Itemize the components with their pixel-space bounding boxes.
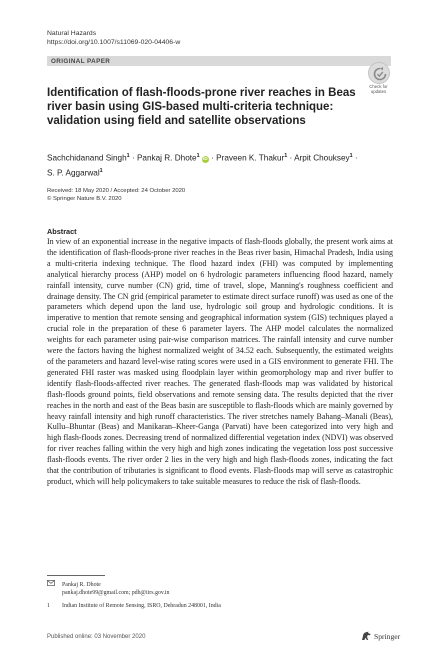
published-online: Published online: 03 November 2020 bbox=[47, 634, 146, 640]
journal-header bbox=[47, 30, 180, 47]
affiliation-number: 1 bbox=[47, 603, 50, 609]
author-separator: · bbox=[287, 153, 295, 163]
badge-line2: updates bbox=[370, 88, 387, 94]
author-affil-mark: 1 bbox=[99, 168, 103, 175]
author-affil-mark: 1 bbox=[126, 153, 130, 159]
article-type-bar bbox=[47, 56, 391, 66]
author-name[interactable]: Pankaj R. Dhote bbox=[136, 153, 197, 163]
author-separator: · bbox=[352, 153, 358, 163]
orcid-icon[interactable]: iD bbox=[202, 156, 208, 162]
author-name[interactable]: Praveen K. Thakur bbox=[216, 153, 285, 163]
author-name[interactable]: Sachchidanand Singh bbox=[47, 153, 127, 163]
author-name[interactable]: S. P. Aggarwal bbox=[47, 168, 100, 178]
journal-name: Natural Hazards bbox=[47, 30, 97, 37]
author-separator: · bbox=[208, 153, 217, 163]
copyright-line: © Springer Nature B.V. 2020 bbox=[47, 196, 122, 203]
author-affil-mark: 1 bbox=[349, 153, 353, 159]
received-accepted: Received: 18 May 2020 / Accepted: 24 October 2020 bbox=[47, 188, 186, 194]
doi-link[interactable]: https://doi.org/10.1007/s11069-020-04406-w bbox=[47, 38, 181, 46]
article-type-label: ORIGINAL PAPER bbox=[51, 57, 111, 65]
affiliation-text: Indian Institute of Remote Sensing, ISRO, Dehradun 248001, India bbox=[62, 603, 221, 609]
article-dates bbox=[47, 187, 185, 203]
author-name[interactable]: Arpit Chouksey bbox=[294, 153, 350, 163]
corresponding-author-name: Pankaj R. Dhote bbox=[62, 582, 101, 588]
badge-line1: Check for bbox=[369, 84, 388, 89]
author-affil-mark: 1 bbox=[196, 153, 200, 159]
envelope-icon bbox=[47, 580, 56, 589]
author-separator: · bbox=[129, 153, 137, 163]
springer-horse-icon bbox=[361, 631, 372, 641]
author-list bbox=[47, 150, 397, 180]
paper-title: Identification of flash-floods-prone river reaches in Beas river basin using GIS-based multi-criteria technique: validation using field and satellite observations bbox=[47, 87, 356, 128]
affiliation-block bbox=[47, 602, 221, 610]
check-for-updates-icon bbox=[368, 62, 390, 84]
corresponding-author-emails[interactable]: pankaj.dhote99@gmail.com; pdh@iirs.gov.in bbox=[62, 590, 170, 596]
springer-logo bbox=[361, 631, 400, 641]
abstract-heading: Abstract bbox=[47, 227, 77, 236]
check-for-updates-badge[interactable] bbox=[364, 62, 393, 95]
abstract-body: In view of an exponential increase in the negative impacts of flash-floods globally, the present work aims at the identification of flash-floods-prone river reaches in the Beas river basin, Himachal Pradesh, India using a multi-criteria indexing technique. The flood hazard index (FHI) was computed by implementing analytical hierarchy process (AHP) model on 6 hydrologic parameters influencing flood hazard, namely rainfall intensity, curve number (CN) grid, time of travel, slope, Manning's roughness coefficient and drainage density. The CN grid (empirical parameter to estimate direct surface runoff) was used as one of the parameters which depend upon the land use, hydrologic soil group and hydrologic conditions. It is imperative to mention that remote sensing and geographical information system (GIS) techniques played a crucial role in the preparation of these 6 parameter layers. The AHP model calculates the normalized weights for each parameter using pair-wise comparison matrices. The rainfall intensity and curve number were the factors having the highest normalized weight of 34.52 each. Subsequently, the estimated weights of the parameters and hazard level-wise rating scores were used in a GIS environment to generate FHI. The generated FHI raster was masked using floodplain layer within geomorphology map and river buffer to identify flash-floods-affected river reaches. The generated flash-floods map was validated by historical flash-floods ground points, field observations and remote sensing data. The results depicted that the river reaches in the north and east of the Beas basin are susceptible to flash-floods which are mainly governed by heavy rainfall intensity and high runoff characteristics. The river stretches namely Bahang–Manali (Beas), Kullu–Bhuntar (Beas) and Manikaran–Kheer-Ganga (Parvati) have been categorized into very high and high flash-floods zones. Decreasing trend of normalized differential vegetation index (NDVI) was observed for river reaches falling within the very high and high zones indicating the vegetation loss post successive flash-floods events. The river order 2 lies in the very high and high flash-floods zones, indicating the fact that the contribution of tributaries is significant to flood events. Flash-floods map will serve as catastrophic product, which will help policymakers to take suitable measures to reduce the risk of flash-floods. bbox=[47, 237, 393, 486]
author-affil-mark: 1 bbox=[284, 153, 288, 159]
publisher-name: Springer bbox=[374, 632, 401, 641]
footnote-divider bbox=[47, 575, 105, 576]
correspondence-block bbox=[47, 580, 169, 597]
